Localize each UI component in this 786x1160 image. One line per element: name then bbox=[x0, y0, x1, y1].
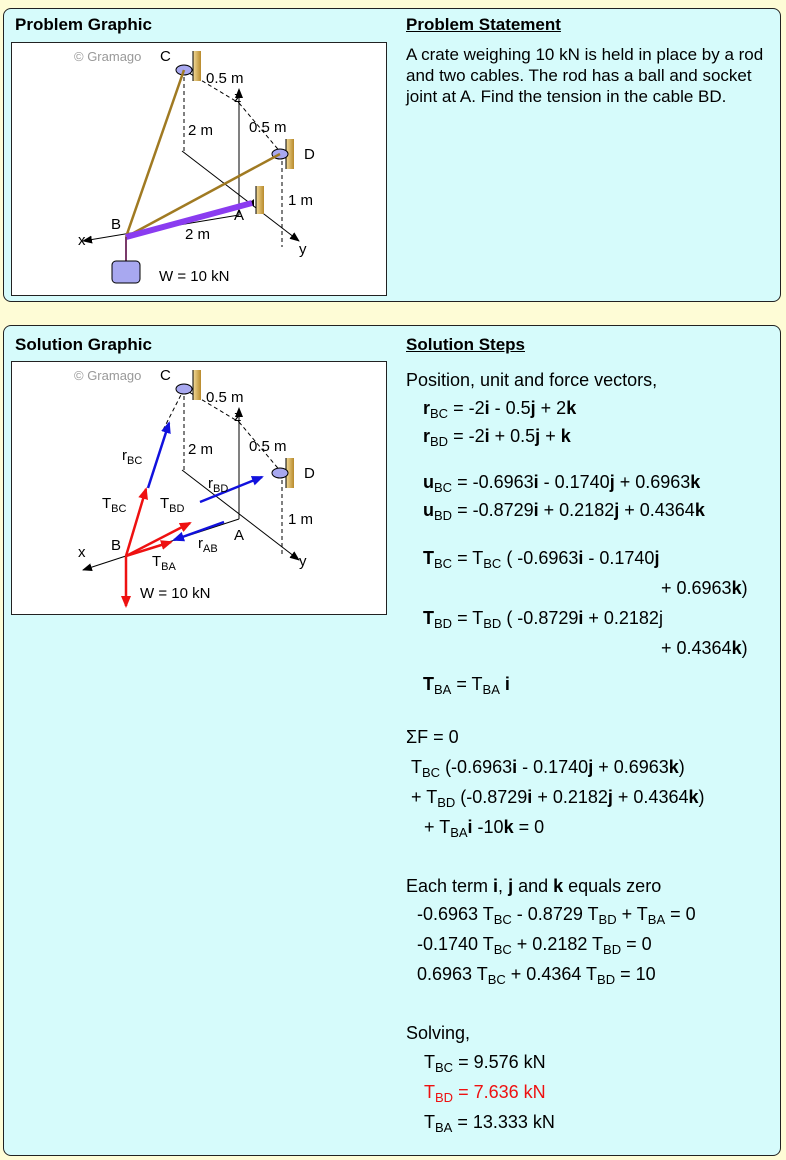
dim-2m-vertical: 2 m bbox=[188, 441, 214, 458]
watermark: © Gramago bbox=[74, 368, 142, 383]
dim-05m-top: 0.5 m bbox=[206, 70, 244, 87]
label-t-bc: $T_{BC}$ bbox=[102, 495, 127, 515]
crate bbox=[112, 261, 140, 283]
solution-graphic bbox=[11, 361, 387, 615]
wall-a bbox=[256, 186, 264, 214]
label-t-bd: $T_{BD}$ bbox=[160, 495, 185, 515]
dim-05m-right: 0.5 m bbox=[249, 119, 287, 136]
dim-2m-rod: 2 m bbox=[185, 226, 211, 243]
label-r-bc: $r_{BC}$ bbox=[122, 447, 143, 467]
z-label: z bbox=[234, 89, 242, 106]
result-t-bc: $T_{BC} = 9.576$ kN bbox=[424, 1052, 546, 1075]
dim-05m-top: 0.5 m bbox=[206, 389, 244, 406]
eq-u-bc: $u_{BC} = -0.6963i - 0.1740j + 0.6963k$ bbox=[423, 472, 701, 495]
problem-graphic bbox=[11, 42, 387, 296]
point-c-label: C bbox=[160, 367, 171, 384]
eq-r-bd: $r_{BD} = -2i + 0.5j + k$ bbox=[423, 426, 571, 449]
solution-steps-title: Solution Steps bbox=[406, 335, 525, 354]
x-label: x bbox=[78, 232, 86, 249]
dim-05m-right: 0.5 m bbox=[249, 438, 287, 455]
problem-diagram bbox=[12, 43, 388, 297]
wall-c bbox=[193, 51, 201, 81]
eq-t-bc: $T_{BC} = T_{BC}$ ( -0.6963i - 0.1740j bbox=[423, 548, 660, 571]
support-c bbox=[176, 384, 192, 394]
sum-line-2: + $T_{BD}$ (-0.8729i + 0.2182j + 0.4364k) bbox=[411, 787, 705, 810]
sum-forces: ΣF = 0 bbox=[406, 727, 459, 747]
eq-t-bd-cont: + 0.4364k) bbox=[661, 638, 748, 658]
weight-label: W = 10 kN bbox=[159, 268, 230, 285]
solving-label: Solving, bbox=[406, 1023, 471, 1043]
step-intro: Position, unit and force vectors, bbox=[406, 370, 658, 390]
equation-j: -0.1740 $T_{BC} + 0.2182$ $T_{BD} = 0$ bbox=[417, 934, 652, 957]
result-t-ba: $T_{BA} = 13.333$ kN bbox=[424, 1112, 555, 1135]
watermark: © Gramago bbox=[74, 49, 142, 64]
eq-t-bc-cont: + 0.6963k) bbox=[661, 578, 748, 598]
eq-u-bd: $u_{BD} = -0.8729i + 0.2182j + 0.4364k$ bbox=[423, 500, 705, 523]
label-r-bd: $r_{BD}$ bbox=[208, 475, 229, 495]
point-b-label: B bbox=[111, 216, 122, 233]
dim-1m: 1 m bbox=[288, 192, 314, 209]
problem-statement: A crate weighing 10 kN is held in place by a rod and two cables. The rod has a ball and socket joint at A. Find the tension in the cable BD. bbox=[406, 45, 764, 106]
y-label: y bbox=[299, 241, 307, 258]
eq-r-bc: $r_{BC} = -2i - 0.5j + 2k$ bbox=[423, 398, 577, 421]
dim-2m-vertical: 2 m bbox=[188, 122, 214, 139]
point-b-label: B bbox=[111, 537, 122, 554]
y-label: y bbox=[299, 553, 307, 570]
result-t-bd: $T_{BD} = 7.636$ kN bbox=[424, 1082, 546, 1105]
sum-line-3: + $T_{BA}i$ -10k = 0 bbox=[424, 817, 545, 840]
cable-bc bbox=[126, 70, 184, 237]
point-d-label: D bbox=[304, 465, 315, 482]
vector-r-bc bbox=[148, 423, 169, 488]
eq-t-bd: $T_{BD} = T_{BD}$ ( -0.8729i + 0.2182j bbox=[423, 608, 663, 631]
each-term: Each term i, j and k equals zero bbox=[406, 876, 662, 896]
point-d-label: D bbox=[304, 146, 315, 163]
label-t-ba: $T_{BA}$ bbox=[152, 553, 176, 573]
point-a-label: A bbox=[234, 527, 245, 544]
label-r-ab: $r_{AB}$ bbox=[198, 535, 218, 555]
weight-label: W = 10 kN bbox=[140, 585, 211, 602]
eq-t-ba: $T_{BA} = T_{BA}$ i bbox=[423, 674, 510, 697]
sum-line-1: $T_{BC}$ (-0.6963i - 0.1740j + 0.6963k) bbox=[411, 757, 685, 780]
solution-graphic-title: Solution Graphic bbox=[15, 335, 152, 354]
solution-diagram bbox=[12, 362, 388, 616]
support-d bbox=[272, 468, 288, 478]
point-c-label: C bbox=[160, 48, 171, 65]
x-label: x bbox=[78, 544, 86, 561]
equation-i: -0.6963 $T_{BC} - 0.8729$ $T_{BD} + T_{BA} = 0$ bbox=[417, 904, 696, 927]
equation-k: 0.6963 $T_{BC} + 0.4364$ $T_{BD} = 10$ bbox=[417, 964, 656, 987]
z-label: z bbox=[234, 408, 242, 425]
dim-1m: 1 m bbox=[288, 511, 314, 528]
point-a-label: A bbox=[234, 207, 245, 224]
problem-statement-title: Problem Statement bbox=[406, 15, 561, 34]
problem-graphic-title: Problem Graphic bbox=[15, 15, 152, 34]
